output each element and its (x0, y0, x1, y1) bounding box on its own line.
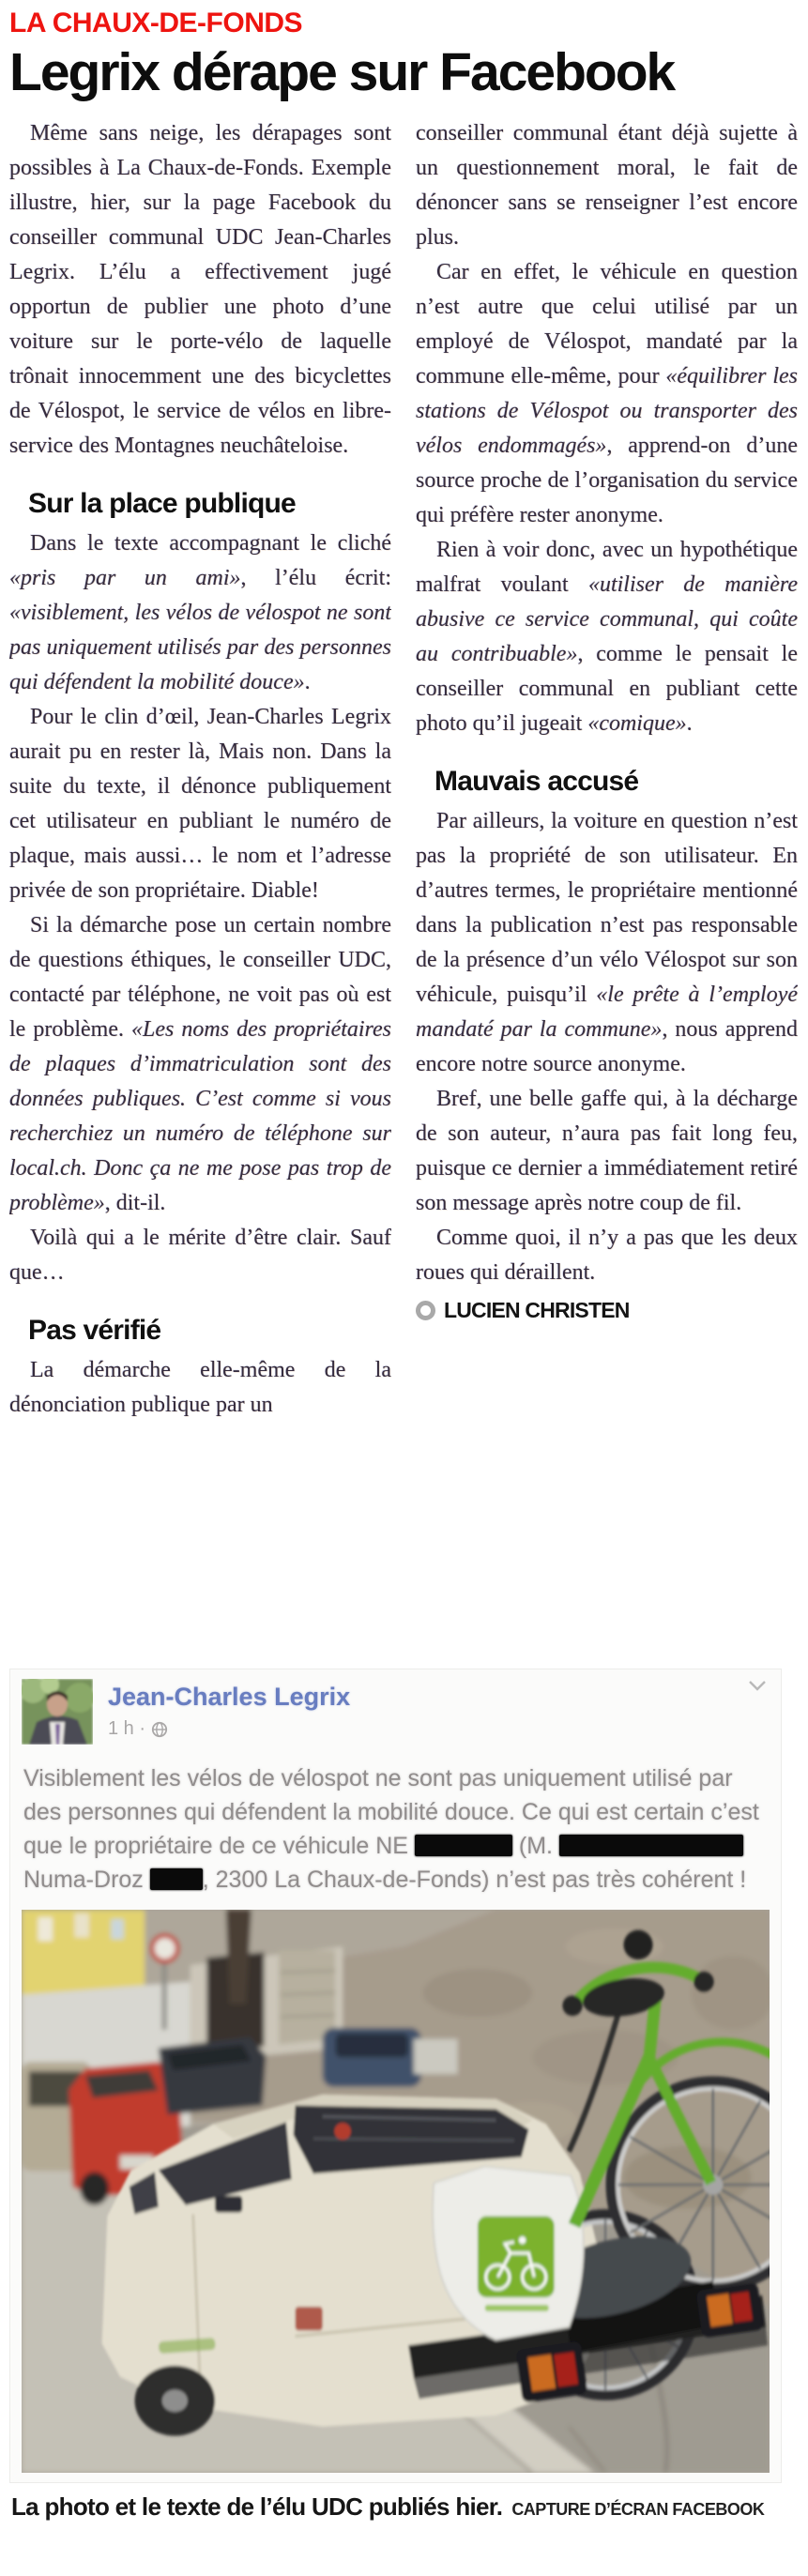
article-body (9, 116, 799, 1667)
subheading: Mauvais accusé (434, 766, 639, 797)
redaction-box (559, 1835, 743, 1856)
caption-credit: CAPTURE D’ÉCRAN FACEBOOK (511, 2500, 765, 2519)
paragraph: Si la démarche pose un certain nombre de questions éthiques, le conseiller UDC, contacté par téléphone, ne voit pas où est le problème. «Les noms des propriétaires de plaques d’immatriculation sont des données publiques. C’est comme si vous recherchiez un numéro de téléphone sur local.ch. Donc ça ne me pose pas trop de problème», dit-il. (9, 913, 391, 1215)
paragraph: Dans le texte accompagnant le cliché «pris par un ami», l’élu écrit: «visiblement, les vélos de vélospot ne sont pas uniquement utilisés par des personnes qui défendent la mobilité douce». (9, 531, 391, 694)
redaction-box (415, 1835, 512, 1856)
paragraph: Pour le clin d’œil, Jean-Charles Legrix aurait pu en rester là, Mais non. Dans la suite du texte, il dénonce publiquement cet utilisateur en publiant le numéro de plaque, mais aussi… le nom et l’adresse privée de son propriétaire. Diable! (9, 705, 391, 903)
redaction-box (150, 1868, 203, 1890)
paragraph: Bref, une belle gaffe qui, à la décharge de son auteur, n’aura pas fait long feu, puisque ce dernier a immédiatement retiré son message après notre coup de fil. (416, 1087, 798, 1215)
facebook-photo[interactable] (22, 1910, 770, 2473)
paragraph: conseiller communal étant déjà sujette à un questionnement moral, le fait de dénoncer sans se renseigner l’est encore plus. (416, 121, 798, 250)
avatar-portrait (22, 1679, 93, 1745)
fb-post-time: 1 h · (108, 1718, 146, 1739)
photo-illustration (22, 1910, 770, 2473)
fb-post-text: Visiblement les vélos de vélospot ne sont pas uniquement utilisé par des personnes qui défendent la mobilité douce. Ce qui est certain c’est que le propriétaire de ce véhicule NE (M. Numa-Droz , 2300 La Chaux-de-Fonds) n’est pas très cohérent ! (23, 1765, 759, 1893)
fb-post-meta (108, 1718, 350, 1740)
facebook-author-block (108, 1679, 350, 1740)
author-bullet-icon (416, 1301, 435, 1320)
photo-caption (11, 2492, 799, 2522)
facebook-post-header (22, 1679, 770, 1745)
paragraph: Par ailleurs, la voiture en question n’est pas la propriété de son utilisateur. En d’autres termes, le propriétaire mentionné dans la publication n’est pas responsable de la présence d’un vélo Vélospot sur son véhicule, puisqu’il «le prête à l’employé mandaté par la commune», nous apprend encore notre source anonyme. (416, 809, 798, 1076)
paragraph: La démarche elle-même de la dénonciation publique par un (9, 1358, 391, 1417)
paragraph: Comme quoi, il n’y a pas que les deux roues qui déraillent. (416, 1226, 798, 1285)
paragraph: Voilà qui a le mérite d’être clair. Sauf que… (9, 1226, 391, 1285)
fb-author-link[interactable]: Jean-Charles Legrix (108, 1683, 351, 1711)
caption-text: La photo et le texte de l’élu UDC publiés hier. (11, 2492, 503, 2521)
globe-icon (151, 1721, 168, 1738)
article-column-1 (9, 116, 391, 1667)
byline (416, 1298, 798, 1323)
author-name: LUCIEN CHRISTEN (444, 1298, 630, 1322)
subheading: Sur la place publique (28, 488, 296, 519)
paragraph: Car en effet, le véhicule en question n’est autre que celui utilisé par un employé de Vélospot, mandaté par la commune elle-même, pour «équilibrer les stations de Vélospot ou transporter des vélos endommagés», apprend-on d’une source proche de l’organisation du service qui préfère rester anonyme. (416, 260, 798, 527)
paragraph: Rien à voir donc, avec un hypothétique malfrat voulant «utiliser de manière abusive ce service communal, qui coûte au contribuable», comme le pensait le conseiller communal en publiant cette photo qu’il jugeait «comique». (416, 538, 798, 736)
article-column-2 (416, 116, 798, 1667)
avatar[interactable] (22, 1679, 93, 1745)
paragraph: Même sans neige, les dérapages sont possibles à La Chaux-de-Fonds. Exemple illustre, hier, sur la page Facebook du conseiller communal UDC Jean-Charles Legrix. L’élu a effectivement jugé opportun de publier une photo d’une voiture sur le porte-vélo de laquelle trônait innocemment une des bicyclettes de Vélospot, le service de vélos en libre-service des Montagnes neuchâteloise. (9, 121, 391, 458)
chevron-down-icon[interactable] (747, 1679, 768, 1697)
headline: Legrix dérape sur Facebook (9, 42, 675, 102)
subheading: Pas vérifié (28, 1315, 161, 1346)
kicker: LA CHAUX-DE-FONDS (9, 8, 303, 38)
facebook-post (9, 1669, 782, 2483)
